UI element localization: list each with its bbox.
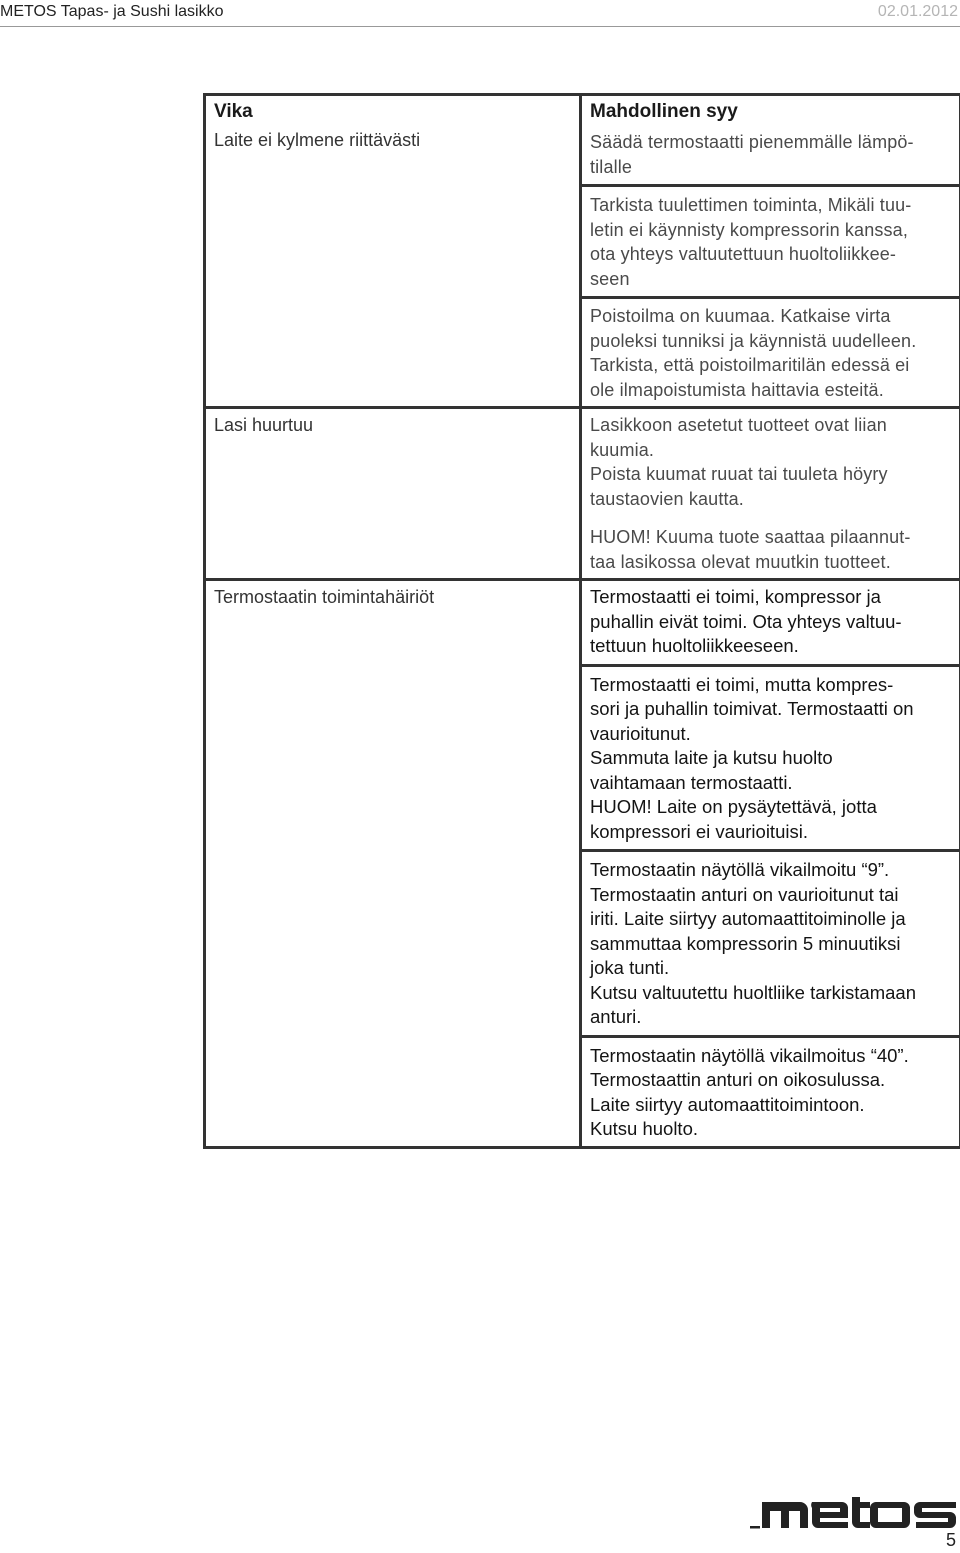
table-row <box>205 580 960 1148</box>
cause-line: Poista kuumat ruuat tai tuuleta höyry <box>590 464 888 484</box>
cause-line: HUOM! Laite on pysäytettävä, jotta <box>590 796 877 817</box>
cause-line: Termostaatin näytöllä vikailmoitus “40”. <box>590 1044 909 1066</box>
table-row <box>205 124 960 408</box>
cause-line: Termostaattin anturi on oikosulussa. <box>590 1069 886 1090</box>
cause-line: iriti. Laite siirtyy automaattitoiminolle ja <box>590 908 906 929</box>
column-header-cause: Mahdollinen syy <box>581 95 960 125</box>
cause-line: ole ilmapoistumista haittavia esteitä. <box>590 379 884 400</box>
cause-line: kompressori ei vaurioituisi. <box>590 820 808 842</box>
cause-line: taa lasikossa olevat muutkin tuotteet. <box>590 551 891 572</box>
cause-line: Lasikkoon asetetut tuotteet ovat liian <box>590 415 887 435</box>
cause-cell <box>581 124 960 408</box>
cause-line: Säädä termostaatti pienemmälle lämpö- <box>590 132 914 152</box>
cause-line: Termostaatin anturi on vaurioitunut tai <box>590 883 899 905</box>
cause-block <box>590 1038 951 1144</box>
document-title: METOS Tapas- ja Sushi lasikko <box>0 3 224 20</box>
metos-logo <box>750 1496 958 1532</box>
header-rule <box>0 26 960 27</box>
cause-line: Kutsu huolto. <box>590 1118 698 1139</box>
cause-line: Termostaatti ei toimi, mutta kompres- <box>590 673 894 695</box>
cause-line: Sammuta laite ja kutsu huolto <box>590 747 833 768</box>
cause-line: letin ei käynnisty kompressorin kanssa, <box>590 219 908 240</box>
cause-line: vaihtamaan termostaatti. <box>590 771 793 793</box>
cause-line: seen <box>590 268 630 289</box>
cause-line: joka tunti. <box>590 957 670 978</box>
cause-line: ota yhteys valtuutettuun huoltoliikkee- <box>590 244 897 264</box>
cause-line: anturi. <box>590 1006 642 1027</box>
cause-line <box>590 511 951 525</box>
cause-line: tettuun huoltoliikkeeseen. <box>590 635 799 656</box>
cause-block <box>590 413 951 574</box>
cause-line: Tarkista tuulettimen toiminta, Mikäli tuu- <box>590 195 912 215</box>
cause-line: sori ja puhallin toimivat. Termostaatti on <box>590 698 914 719</box>
cause-line: vaurioitunut. <box>590 722 691 744</box>
cause-cell <box>581 580 960 1148</box>
cause-line: taustaovien kautta. <box>590 488 744 509</box>
document-date: 02.01.2012 <box>877 3 958 20</box>
page-header <box>0 0 960 28</box>
cause-line: sammuttaa kompressorin 5 minuutiksi <box>590 932 901 954</box>
cause-line: Laite siirtyy automaattitoimintoon. <box>590 1093 865 1115</box>
cause-line: puhallin eivät toimi. Ota yhteys valtuu- <box>590 610 902 632</box>
cause-line: Termostaatin näytöllä vikailmoitu “9”. <box>590 859 890 880</box>
cause-block <box>590 130 951 184</box>
table-row <box>205 408 960 580</box>
cause-block <box>590 299 951 406</box>
cause-line: Kutsu valtuutettu huoltliike tarkistamaan <box>590 981 916 1003</box>
cause-line: HUOM! Kuuma tuote saattaa pilaannut- <box>590 527 911 547</box>
troubleshooting-table <box>203 93 960 1149</box>
cause-block <box>590 585 951 664</box>
cause-block <box>590 187 951 296</box>
cause-line: Termostaatti ei toimi, kompressor ja <box>590 586 881 607</box>
cause-line: tilalle <box>590 156 633 177</box>
fault-cell: Termostaatin toimintahäiriöt <box>205 580 581 1148</box>
cause-block <box>590 852 951 1035</box>
cause-line: kuumia. <box>590 439 655 460</box>
cause-line: Tarkista, että poistoilmaritilän edessä ei <box>590 355 910 375</box>
page-number: 5 <box>945 1530 956 1550</box>
fault-cell: Lasi huurtuu <box>205 408 581 580</box>
cause-line: puoleksi tunniksi ja käynnistä uudelleen. <box>590 330 917 351</box>
fault-cell: Laite ei kylmene riittävästi <box>205 124 581 408</box>
cause-block <box>590 667 951 850</box>
cause-line: Poistoilma on kuumaa. Katkaise virta <box>590 306 891 326</box>
cause-cell <box>581 408 960 580</box>
table-header-row <box>205 95 960 125</box>
column-header-fault: Vika <box>205 95 581 125</box>
